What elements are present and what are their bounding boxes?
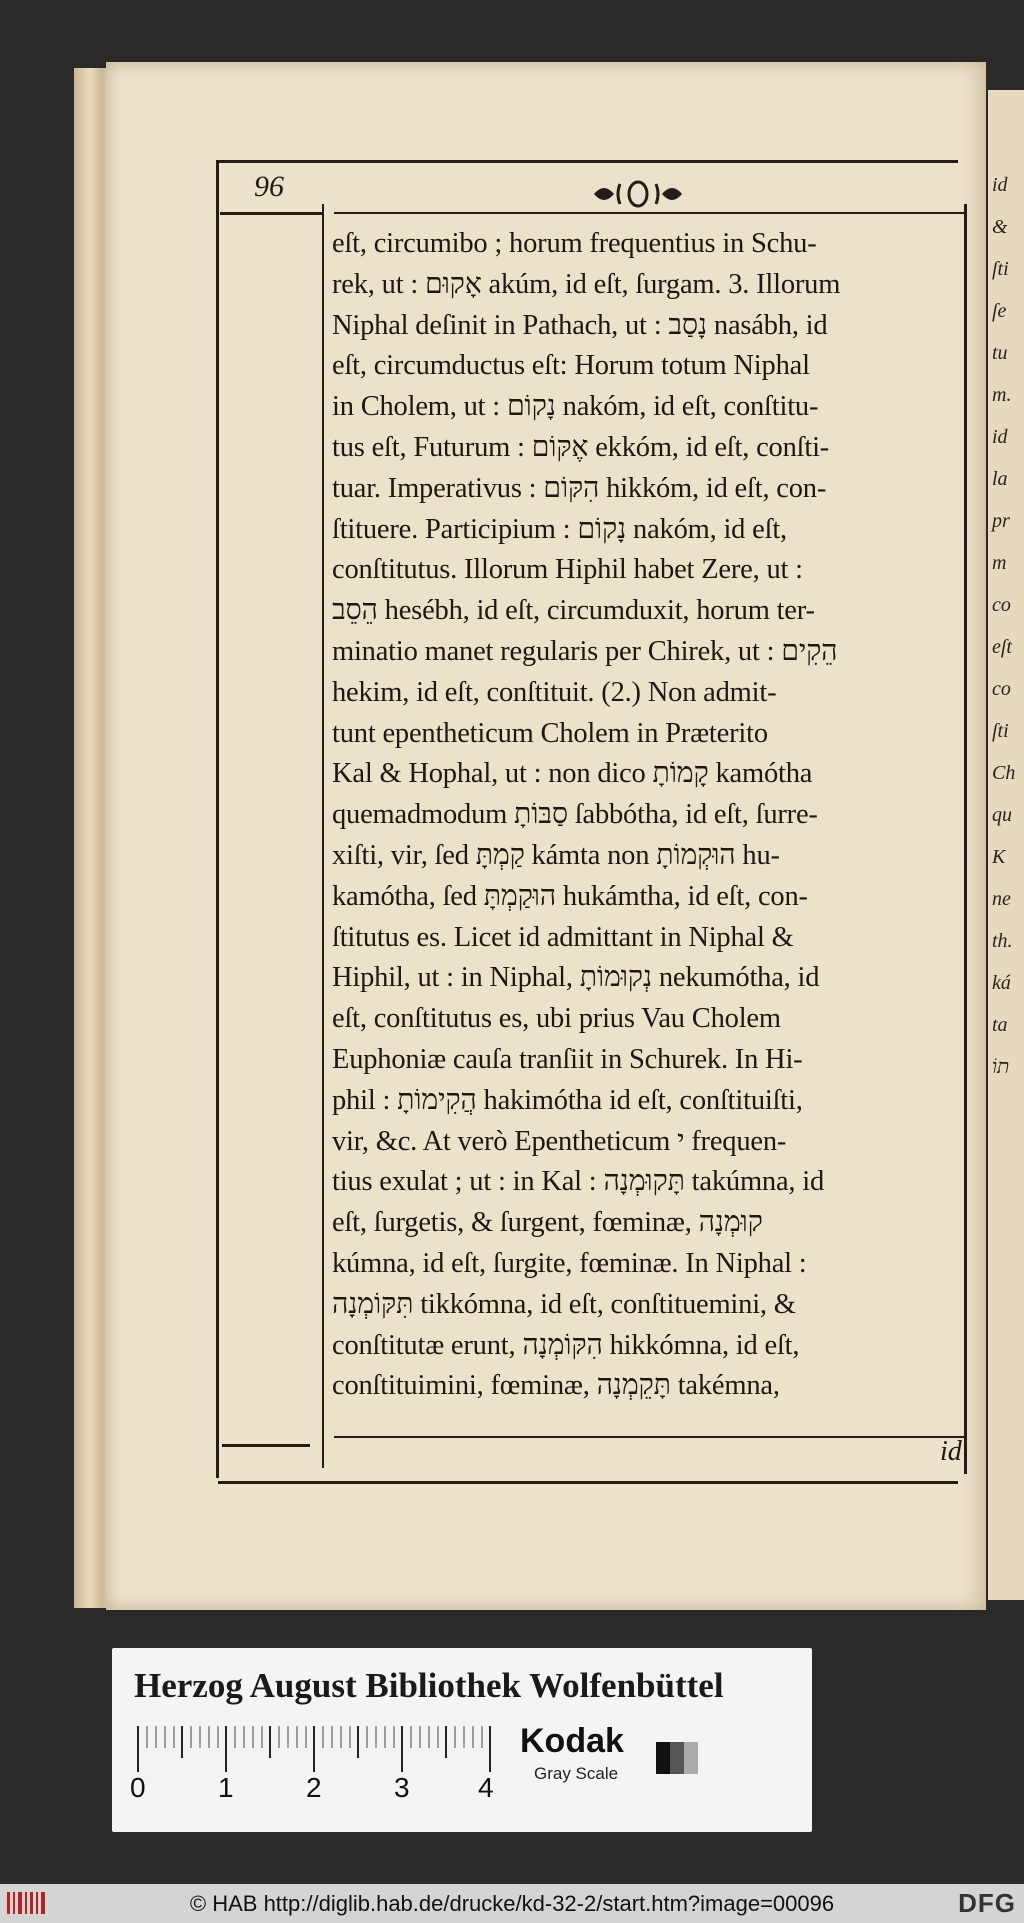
catchword: id — [940, 1436, 962, 1467]
text-line: ſtituere. Participium : נָקוֹם nakóm, id eſt, — [332, 513, 787, 545]
margin-rule — [322, 204, 324, 1468]
ornament-parens — [618, 184, 658, 204]
next-page-fragment: ſti — [992, 258, 1009, 280]
next-page-fragment: la — [992, 468, 1008, 490]
ruler-number: 0 — [130, 1772, 146, 1803]
text-line: hekim, id eſt, conſtituit. (2.) Non admit- — [332, 676, 777, 708]
text-line: conſtitutæ erunt, הִקּוֹמְנָה hikkómna, id eſt, — [332, 1329, 800, 1361]
text-line: tus eſt, Futurum : אֶקּוֹם ekkóm, id eſt, conſti- — [332, 431, 830, 463]
ornament-center — [629, 182, 647, 206]
text-line: kúmna, id eſt, ſurgite, fœminæ. In Niphal : — [332, 1247, 807, 1279]
text-line: quemadmodum סַבּוֹתָ ſabbótha, id eſt, ſurre- — [332, 799, 818, 831]
ornament-leaf-left — [594, 188, 614, 200]
text-line: rek, ut : אָקוּם akúm, id eſt, ſurgam. 3. Illorum — [332, 268, 841, 300]
next-page-edge — [988, 90, 1024, 1600]
text-line: minatio manet regularis per Chirek, ut : הֵקִים — [332, 635, 838, 667]
next-page-fragment: & — [992, 216, 1008, 238]
text-line: phil : הֲקִימוֹתָ hakimótha id eſt, conſtituiſti, — [332, 1084, 803, 1116]
ruler-scale — [136, 1726, 504, 1772]
next-page-fragment: ſti — [992, 720, 1009, 742]
next-page-fragment: K — [992, 846, 1006, 868]
next-page-fragment: id — [992, 426, 1008, 448]
text-line: Hiphil, ut : in Niphal, נְקוּמוֹתָ nekumótha, id — [332, 962, 820, 994]
head-ornament — [590, 174, 686, 214]
text-line: conſtituimini, fœminæ, תָּקֵמְנָה takémna, — [332, 1370, 780, 1402]
text-line: tunt epentheticum Cholem in Præterito — [332, 717, 768, 749]
next-page-fragment: tu — [992, 342, 1008, 364]
reference-card — [112, 1648, 812, 1832]
text-line: tius exulat ; ut : in Kal : תָּקוּמְנָה takúmna, id — [332, 1166, 825, 1198]
next-page-fragment: pr — [992, 510, 1010, 532]
text-line: xiſti, vir, ſed קַמְתָּ kámta non הוּקְמוֹתָ hu- — [332, 839, 780, 871]
next-page-fragment: ta — [992, 1014, 1008, 1036]
page-number: 96 — [254, 170, 284, 203]
text-line: Euphoniæ cauſa tranſiit in Schurek. In Hi- — [332, 1043, 803, 1075]
next-page-fragment: ſe — [992, 300, 1007, 322]
next-page-fragment: m. — [992, 384, 1012, 406]
gray-patch-light — [684, 1742, 698, 1774]
text-line: תִּקּוֹמְנָה tikkómna, id eſt, conſtituemini, & — [332, 1288, 796, 1320]
next-page-fragment: co — [992, 678, 1011, 700]
text-line: tuar. Imperativus : הִקּוֹם hikkóm, id eſt, con- — [332, 472, 827, 504]
text-line: eſt, circumductus eſt: Horum totum Niphal — [332, 350, 810, 382]
ornament-leaf-right — [662, 188, 682, 200]
text-line: הֵסֵב hesébh, id eſt, circumduxit, horum ter- — [332, 595, 815, 627]
next-page-fragment: ne — [992, 888, 1011, 910]
text-line: Kal & Hophal, ut : non dico קָמוֹתָ kamótha — [332, 758, 813, 790]
text-line: eſt, circumibo ; horum frequentius in Schu- — [332, 228, 817, 259]
ruler-number: 2 — [306, 1772, 322, 1803]
next-page-fragment: ká — [992, 972, 1011, 994]
ruler-number: 4 — [478, 1772, 494, 1803]
foot-rule — [334, 1436, 964, 1438]
text-line: vir, &c. At verò Epentheticum י frequen- — [332, 1125, 787, 1157]
footer-bar — [0, 1884, 1024, 1923]
next-page-fragment: th. — [992, 930, 1013, 952]
next-page-fragment: eſt — [992, 636, 1012, 658]
body-text — [332, 224, 966, 1407]
next-page-fragment: qu — [992, 804, 1012, 826]
frame-left-rule — [216, 160, 219, 1478]
image-credit: © HAB http://diglib.hab.de/drucke/kd-32-2/start.htm?image=00096 — [189, 1891, 835, 1916]
text-line: kamótha, ſed הוּקַמְתָּ hukámtha, id eſt, con- — [332, 880, 808, 912]
margin-head-rule — [220, 212, 322, 215]
text-line: Niphal deſinit in Pathach, ut : נָסַב nasábh, id — [332, 309, 828, 341]
kodak-brand: Kodak — [520, 1722, 624, 1760]
text-line: eſt, ſurgetis, & ſurgent, fœminæ, קוּמְנָה — [332, 1207, 763, 1239]
next-page-fragment: co — [992, 594, 1011, 616]
next-page-fragment: Ch — [992, 762, 1016, 784]
margin-foot-rule — [222, 1444, 310, 1447]
dfg-logo: DFG — [958, 1888, 1016, 1918]
gray-patch-black — [656, 1742, 670, 1774]
text-line: ſtitutus es. Licet id admittant in Niphal & — [332, 921, 794, 953]
ruler-number: 1 — [218, 1772, 234, 1803]
text-line: in Cholem, ut : נָקוֹם nakóm, id eſt, conſtitu- — [332, 391, 819, 423]
gray-patch-dark — [670, 1742, 684, 1774]
next-page-fragment: תוֹ — [992, 1056, 1010, 1078]
text-line: eſt, conſtitutus es, ubi prius Vau Cholem — [332, 1003, 781, 1035]
ruler-number: 3 — [394, 1772, 410, 1803]
next-page-fragment: m — [992, 552, 1007, 574]
text-line: conſtitutus. Illorum Hiphil habet Zere, ut : — [332, 554, 803, 586]
gray-scale-label: Gray Scale — [534, 1764, 619, 1783]
library-name: Herzog August Bibliothek Wolfenbüttel — [134, 1666, 724, 1705]
next-page-fragment: id — [992, 174, 1008, 196]
